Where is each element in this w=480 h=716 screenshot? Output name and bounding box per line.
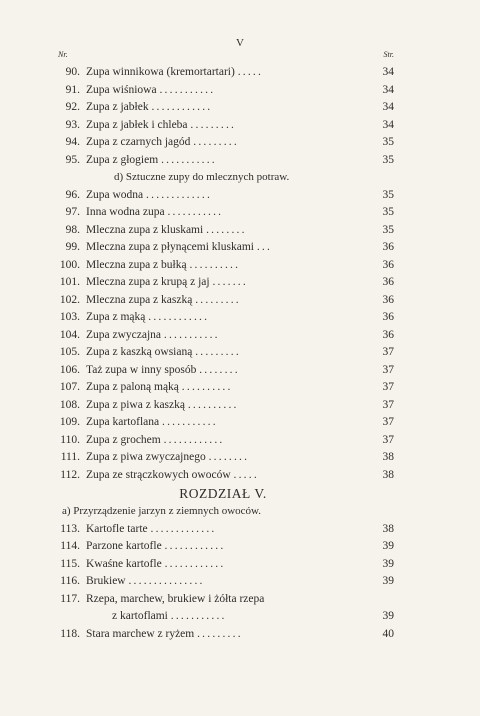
leader-dots: .......... [181, 381, 233, 393]
toc-entry [52, 467, 394, 485]
entry-number: 96. [65, 188, 80, 201]
entry-page: 40 [382, 627, 394, 640]
leader-dots: ............... [128, 575, 205, 587]
entry-page: 37 [382, 433, 394, 446]
section-heading-label: d) Sztuczne zupy do mlecznych potraw. [114, 171, 290, 183]
toc-entry [52, 573, 394, 591]
entry-title: Inna wodna zupa [86, 206, 165, 218]
toc-entry [52, 82, 394, 100]
toc-entry [52, 521, 394, 539]
entry-page: 37 [382, 381, 394, 393]
entry-number: 102. [59, 293, 80, 306]
entry-number: 115. [60, 557, 80, 570]
entry-page: 38 [382, 451, 394, 463]
entry-number: 103. [59, 311, 80, 323]
entry-title: Mleczna zupa z krupą z jaj [86, 276, 210, 288]
entry-title: Zupa z paloną mąką [86, 381, 179, 393]
section-heading-d [52, 169, 394, 187]
entry-title: Zupa z kaszką owsianą [86, 346, 193, 358]
column-header-page: Str. [383, 50, 394, 59]
leader-dots: ......... [195, 346, 241, 358]
entry-title: Zupa z piwa zwyczajnego [86, 451, 206, 463]
leader-dots: ......... [195, 293, 241, 306]
toc-entry [52, 344, 394, 362]
entry-page: 36 [382, 293, 394, 306]
entry-title: Zupa wiśniowa [86, 83, 157, 96]
entry-number: 116. [60, 575, 80, 587]
leader-dots: ........... [163, 328, 220, 341]
entry-title: Rzepa, marchew, brukiew i żółta rzepa [86, 592, 265, 605]
entry-page: 37 [382, 398, 394, 411]
entry-number: 92. [65, 101, 80, 113]
entry-number: 105. [59, 346, 80, 358]
entry-title: Zupa zwyczajna [86, 328, 162, 341]
entry-number: 91. [65, 83, 80, 96]
entry-number: 94. [65, 136, 80, 148]
toc-entry [52, 538, 394, 556]
entry-page: 35 [382, 153, 394, 166]
table-of-contents [52, 64, 394, 643]
entry-page: 39 [382, 575, 394, 587]
entry-page: 34 [382, 101, 394, 113]
toc-group-vegetables [52, 521, 394, 591]
entry-title: Mleczna zupa z bułką [86, 258, 187, 271]
entry-page: 34 [382, 66, 394, 78]
leader-dots: ............ [163, 433, 225, 446]
entry-title: Mleczna zupa z płynącemi kluskami [86, 241, 254, 253]
toc-entry [52, 397, 394, 415]
leader-dots: ............. [150, 522, 217, 535]
chapter-heading: ROZDZIAŁ V. [179, 486, 267, 501]
leader-dots: ........... [170, 610, 227, 622]
entry-page: 36 [382, 241, 394, 253]
entry-title: Zupa z jabłek [86, 101, 149, 113]
leader-dots: ........... [161, 153, 217, 166]
leader-dots: ......... [190, 118, 237, 131]
leader-dots: ....... [212, 276, 248, 288]
toc-entry [52, 292, 394, 310]
leader-dots: ..... [237, 66, 264, 78]
entry-title: Zupa z jabłek i chleba [86, 118, 188, 131]
entry-number: 98. [65, 223, 80, 236]
toc-entry-continuation [52, 608, 394, 626]
entry-number: 118. [60, 627, 80, 640]
leader-dots: ..... [233, 468, 259, 481]
toc-entry [52, 274, 394, 292]
leader-dots: .......... [187, 398, 239, 411]
leader-dots: ............. [146, 188, 213, 201]
entry-title: Parzone kartofle [86, 540, 162, 552]
entry-title: Zupa ze strączkowych owoców [86, 468, 231, 481]
toc-entry [52, 257, 394, 275]
leader-dots: ......... [197, 627, 243, 640]
entry-title: Zupa wodna [86, 188, 144, 201]
entry-title: Zupa z czarnych jagód [86, 136, 191, 148]
entry-title: Zupa winnikowa (kremortartari) [86, 66, 235, 78]
entry-title: Zupa z mąką [86, 311, 146, 323]
entry-page: 39 [382, 557, 394, 570]
toc-entry [52, 327, 394, 345]
entry-page: 35 [382, 206, 394, 218]
entry-number: 109. [59, 416, 80, 428]
column-header-number: Nr. [58, 50, 68, 59]
entry-number: 108. [59, 398, 80, 411]
toc-entry [52, 414, 394, 432]
toc-entry [52, 99, 394, 117]
toc-entry [52, 117, 394, 135]
toc-entry [52, 379, 394, 397]
leader-dots: ............ [148, 311, 210, 323]
toc-entry [52, 239, 394, 257]
entry-page: 34 [382, 83, 394, 96]
entry-number: 101. [59, 276, 80, 288]
leader-dots: ............ [164, 540, 226, 552]
entry-number: 112. [60, 468, 80, 481]
toc-entry [52, 309, 394, 327]
entry-number: 107. [59, 381, 80, 393]
entry-title: Zupa z głogiem [86, 153, 159, 166]
entry-number: 104. [59, 328, 80, 341]
toc-group-soups-fruit [52, 64, 394, 169]
entry-number: 100. [59, 258, 80, 271]
toc-entry [52, 187, 394, 205]
entry-title: Stara marchew z ryżem [86, 627, 195, 640]
entry-number: 90. [65, 66, 80, 78]
entry-title-continuation: z kartoflami [112, 610, 168, 622]
leader-dots: ........... [162, 416, 218, 428]
toc-entry [52, 591, 394, 609]
toc-entry [52, 449, 394, 467]
entry-number: 110. [60, 433, 80, 446]
entry-number: 106. [59, 363, 80, 376]
leader-dots: ........ [206, 223, 247, 236]
entry-number: 113. [60, 522, 80, 535]
toc-entry [52, 222, 394, 240]
entry-page: 36 [382, 258, 394, 271]
leader-dots: ... [256, 241, 273, 253]
entry-page: 38 [382, 468, 394, 481]
entry-page: 35 [382, 223, 394, 236]
entry-page: 35 [382, 136, 394, 148]
entry-title: Mleczna zupa z kluskami [86, 223, 204, 236]
section-heading-label: a) Przyrządzenie jarzyn z ziemnych owoców. [62, 505, 262, 517]
toc-entry [52, 556, 394, 574]
leader-dots: ........ [208, 451, 250, 463]
entry-page: 39 [382, 610, 394, 622]
leader-dots: ............ [151, 101, 213, 113]
entry-page: 37 [382, 363, 394, 376]
entry-title: Kwaśne kartofle [86, 557, 162, 570]
entry-page: 39 [382, 540, 394, 552]
entry-number: 111. [60, 451, 80, 463]
leader-dots: ........... [167, 206, 224, 218]
entry-page: 36 [382, 276, 394, 288]
leader-dots: ............ [164, 557, 226, 570]
entry-title: Taż zupa w inny sposób [86, 363, 197, 376]
entry-page: 36 [382, 311, 394, 323]
page-roman-number: V [236, 37, 244, 49]
entry-number: 93. [65, 118, 80, 131]
entry-number: 97. [65, 206, 80, 218]
entry-title: Kartofle tarte [86, 522, 148, 535]
entry-page: 37 [382, 346, 394, 358]
entry-title: Zupa kartoflana [86, 416, 160, 428]
entry-number: 95. [65, 153, 80, 166]
entry-page: 35 [382, 188, 394, 201]
toc-entry [52, 204, 394, 222]
toc-entry [52, 134, 394, 152]
entry-number: 117. [60, 592, 80, 605]
toc-entry [52, 64, 394, 82]
leader-dots: ........... [159, 83, 216, 96]
entry-page: 34 [382, 118, 394, 131]
leader-dots: .......... [189, 258, 241, 271]
toc-group-soups-milk [52, 187, 394, 485]
leader-dots: ........ [199, 363, 240, 376]
entry-page: 37 [382, 416, 394, 428]
entry-page: 38 [382, 522, 394, 535]
entry-number: 114. [60, 540, 80, 552]
toc-entry [52, 152, 394, 170]
toc-entry [52, 432, 394, 450]
entry-title: Mleczna zupa z kaszką [86, 293, 193, 306]
entry-number: 99. [65, 241, 80, 253]
toc-entry [52, 626, 394, 644]
leader-dots: ......... [193, 136, 239, 148]
toc-entry [52, 362, 394, 380]
entry-title: Zupa z grochem [86, 433, 161, 446]
entry-title: Brukiew [86, 575, 126, 587]
section-heading-a [52, 503, 394, 521]
entry-page: 36 [382, 328, 394, 341]
entry-title: Zupa z piwa z kaszką [86, 398, 185, 411]
